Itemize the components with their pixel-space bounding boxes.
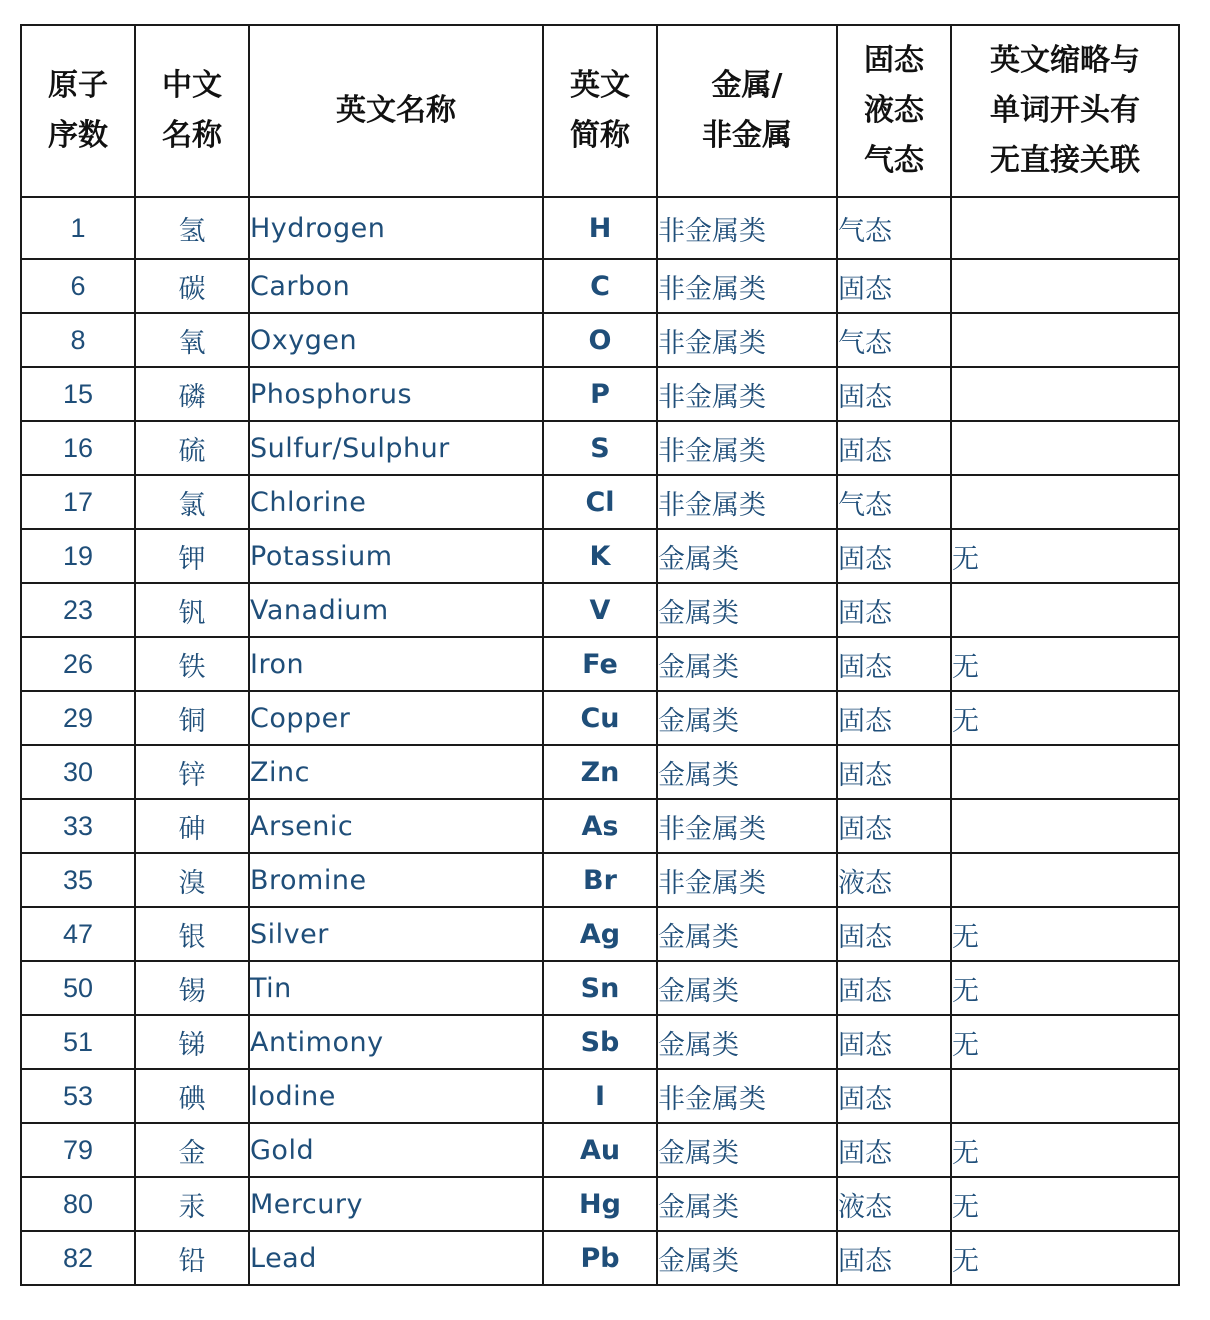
metal-type-cell: 金属类: [657, 637, 837, 691]
english-name-cell: Tin: [249, 961, 543, 1015]
state-cell: 固态: [837, 529, 951, 583]
relation-cell: 无: [951, 691, 1179, 745]
atomic-number-cell: 53: [21, 1069, 135, 1123]
english-name-cell: Bromine: [249, 853, 543, 907]
relation-cell: 无: [951, 1231, 1179, 1285]
table-row: [21, 907, 1179, 961]
chinese-name-cell: 钾: [135, 529, 249, 583]
metal-type-cell: 金属类: [657, 1123, 837, 1177]
english-name-cell: Gold: [249, 1123, 543, 1177]
elements-table: [20, 24, 1180, 1286]
table-row: [21, 529, 1179, 583]
relation-cell: [951, 367, 1179, 421]
english-name-cell: Zinc: [249, 745, 543, 799]
relation-cell: 无: [951, 1015, 1179, 1069]
atomic-number-cell: 82: [21, 1231, 135, 1285]
symbol-cell: O: [543, 313, 657, 367]
atomic-number-cell: 47: [21, 907, 135, 961]
header-line: 液态: [864, 93, 924, 128]
header-state: [837, 25, 951, 197]
symbol-cell: Fe: [543, 637, 657, 691]
relation-cell: [951, 313, 1179, 367]
atomic-number-cell: 23: [21, 583, 135, 637]
state-cell: 固态: [837, 1015, 951, 1069]
table-row: [21, 1177, 1179, 1231]
table-row: [21, 1069, 1179, 1123]
state-cell: 气态: [837, 197, 951, 259]
table-row: [21, 799, 1179, 853]
chinese-name-cell: 氢: [135, 197, 249, 259]
metal-type-cell: 非金属类: [657, 1069, 837, 1123]
relation-cell: 无: [951, 1177, 1179, 1231]
state-cell: 固态: [837, 1069, 951, 1123]
relation-cell: [951, 475, 1179, 529]
metal-type-cell: 非金属类: [657, 313, 837, 367]
state-cell: 液态: [837, 1177, 951, 1231]
state-cell: 气态: [837, 475, 951, 529]
state-cell: 固态: [837, 745, 951, 799]
metal-type-cell: 非金属类: [657, 259, 837, 313]
chinese-name-cell: 硫: [135, 421, 249, 475]
relation-cell: [951, 197, 1179, 259]
state-cell: 液态: [837, 853, 951, 907]
state-cell: 固态: [837, 691, 951, 745]
table-row: [21, 313, 1179, 367]
metal-type-cell: 金属类: [657, 1231, 837, 1285]
header-line: 无直接关联: [990, 143, 1140, 178]
atomic-number-cell: 80: [21, 1177, 135, 1231]
atomic-number-cell: 79: [21, 1123, 135, 1177]
table-row: [21, 1015, 1179, 1069]
symbol-cell: Pb: [543, 1231, 657, 1285]
header-line: 英文: [570, 68, 630, 103]
chinese-name-cell: 银: [135, 907, 249, 961]
symbol-cell: Cu: [543, 691, 657, 745]
symbol-cell: Ag: [543, 907, 657, 961]
table-row: [21, 259, 1179, 313]
symbol-cell: I: [543, 1069, 657, 1123]
english-name-cell: Silver: [249, 907, 543, 961]
chinese-name-cell: 汞: [135, 1177, 249, 1231]
header-line: 名称: [162, 118, 222, 153]
table-row: [21, 637, 1179, 691]
chinese-name-cell: 氯: [135, 475, 249, 529]
state-cell: 固态: [837, 1231, 951, 1285]
english-name-cell: Arsenic: [249, 799, 543, 853]
relation-cell: [951, 583, 1179, 637]
symbol-cell: K: [543, 529, 657, 583]
english-name-cell: Carbon: [249, 259, 543, 313]
state-cell: 固态: [837, 961, 951, 1015]
chinese-name-cell: 锑: [135, 1015, 249, 1069]
english-name-cell: Vanadium: [249, 583, 543, 637]
header-line: 简称: [570, 118, 630, 153]
symbol-cell: Cl: [543, 475, 657, 529]
table-row: [21, 475, 1179, 529]
state-cell: 气态: [837, 313, 951, 367]
header-line: 气态: [864, 143, 924, 178]
atomic-number-cell: 8: [21, 313, 135, 367]
symbol-cell: Sb: [543, 1015, 657, 1069]
state-cell: 固态: [837, 259, 951, 313]
header-line: 中文: [162, 68, 222, 103]
english-name-cell: Copper: [249, 691, 543, 745]
atomic-number-cell: 51: [21, 1015, 135, 1069]
metal-type-cell: 金属类: [657, 1015, 837, 1069]
header-line: 单词开头有: [990, 93, 1140, 128]
table-row: [21, 691, 1179, 745]
english-name-cell: Hydrogen: [249, 197, 543, 259]
table-row: [21, 421, 1179, 475]
header-line: 金属/: [711, 68, 783, 103]
metal-type-cell: 非金属类: [657, 799, 837, 853]
chinese-name-cell: 金: [135, 1123, 249, 1177]
header-atomic-number: [21, 25, 135, 197]
chinese-name-cell: 锡: [135, 961, 249, 1015]
symbol-cell: As: [543, 799, 657, 853]
relation-cell: 无: [951, 961, 1179, 1015]
header-row: [21, 25, 1179, 197]
chinese-name-cell: 锌: [135, 745, 249, 799]
header-line: 英文缩略与: [990, 43, 1140, 78]
chinese-name-cell: 钒: [135, 583, 249, 637]
header-chinese-name: [135, 25, 249, 197]
table-row: [21, 853, 1179, 907]
relation-cell: [951, 1069, 1179, 1123]
state-cell: 固态: [837, 421, 951, 475]
english-name-cell: Lead: [249, 1231, 543, 1285]
header-english-name: [249, 25, 543, 197]
atomic-number-cell: 26: [21, 637, 135, 691]
atomic-number-cell: 30: [21, 745, 135, 799]
table-row: [21, 961, 1179, 1015]
symbol-cell: C: [543, 259, 657, 313]
atomic-number-cell: 50: [21, 961, 135, 1015]
atomic-number-cell: 6: [21, 259, 135, 313]
chinese-name-cell: 铅: [135, 1231, 249, 1285]
state-cell: 固态: [837, 907, 951, 961]
state-cell: 固态: [837, 367, 951, 421]
relation-cell: [951, 745, 1179, 799]
table-row: [21, 745, 1179, 799]
metal-type-cell: 非金属类: [657, 475, 837, 529]
relation-cell: 无: [951, 637, 1179, 691]
english-name-cell: Mercury: [249, 1177, 543, 1231]
symbol-cell: Zn: [543, 745, 657, 799]
relation-cell: 无: [951, 1123, 1179, 1177]
atomic-number-cell: 29: [21, 691, 135, 745]
symbol-cell: V: [543, 583, 657, 637]
relation-cell: [951, 853, 1179, 907]
relation-cell: 无: [951, 907, 1179, 961]
table-row: [21, 1231, 1179, 1285]
symbol-cell: S: [543, 421, 657, 475]
symbol-cell: P: [543, 367, 657, 421]
chinese-name-cell: 砷: [135, 799, 249, 853]
chinese-name-cell: 铁: [135, 637, 249, 691]
relation-cell: [951, 259, 1179, 313]
english-name-cell: Sulfur/Sulphur: [249, 421, 543, 475]
chinese-name-cell: 溴: [135, 853, 249, 907]
atomic-number-cell: 17: [21, 475, 135, 529]
metal-type-cell: 金属类: [657, 907, 837, 961]
chinese-name-cell: 铜: [135, 691, 249, 745]
state-cell: 固态: [837, 637, 951, 691]
atomic-number-cell: 19: [21, 529, 135, 583]
english-name-cell: Chlorine: [249, 475, 543, 529]
relation-cell: [951, 421, 1179, 475]
atomic-number-cell: 33: [21, 799, 135, 853]
chinese-name-cell: 碳: [135, 259, 249, 313]
english-name-cell: Phosphorus: [249, 367, 543, 421]
symbol-cell: Sn: [543, 961, 657, 1015]
chinese-name-cell: 碘: [135, 1069, 249, 1123]
relation-cell: 无: [951, 529, 1179, 583]
header-line: 序数: [48, 118, 108, 153]
metal-type-cell: 非金属类: [657, 197, 837, 259]
english-name-cell: Oxygen: [249, 313, 543, 367]
metal-type-cell: 金属类: [657, 691, 837, 745]
table-row: [21, 1123, 1179, 1177]
header-metal-type: [657, 25, 837, 197]
table-row: [21, 197, 1179, 259]
header-line: 原子: [48, 68, 108, 103]
state-cell: 固态: [837, 583, 951, 637]
table-row: [21, 367, 1179, 421]
symbol-cell: Br: [543, 853, 657, 907]
metal-type-cell: 非金属类: [657, 367, 837, 421]
symbol-cell: Hg: [543, 1177, 657, 1231]
symbol-cell: Au: [543, 1123, 657, 1177]
chinese-name-cell: 氧: [135, 313, 249, 367]
header-symbol: [543, 25, 657, 197]
english-name-cell: Iodine: [249, 1069, 543, 1123]
header-relation: [951, 25, 1179, 197]
header-line: 固态: [864, 43, 924, 78]
english-name-cell: Potassium: [249, 529, 543, 583]
header-line: 英文名称: [336, 93, 456, 128]
atomic-number-cell: 1: [21, 197, 135, 259]
metal-type-cell: 非金属类: [657, 853, 837, 907]
symbol-cell: H: [543, 197, 657, 259]
metal-type-cell: 金属类: [657, 745, 837, 799]
state-cell: 固态: [837, 1123, 951, 1177]
chinese-name-cell: 磷: [135, 367, 249, 421]
metal-type-cell: 非金属类: [657, 421, 837, 475]
english-name-cell: Antimony: [249, 1015, 543, 1069]
metal-type-cell: 金属类: [657, 1177, 837, 1231]
table-row: [21, 583, 1179, 637]
metal-type-cell: 金属类: [657, 961, 837, 1015]
metal-type-cell: 金属类: [657, 529, 837, 583]
metal-type-cell: 金属类: [657, 583, 837, 637]
state-cell: 固态: [837, 799, 951, 853]
atomic-number-cell: 16: [21, 421, 135, 475]
atomic-number-cell: 15: [21, 367, 135, 421]
header-line: 非金属: [702, 118, 792, 153]
atomic-number-cell: 35: [21, 853, 135, 907]
relation-cell: [951, 799, 1179, 853]
english-name-cell: Iron: [249, 637, 543, 691]
